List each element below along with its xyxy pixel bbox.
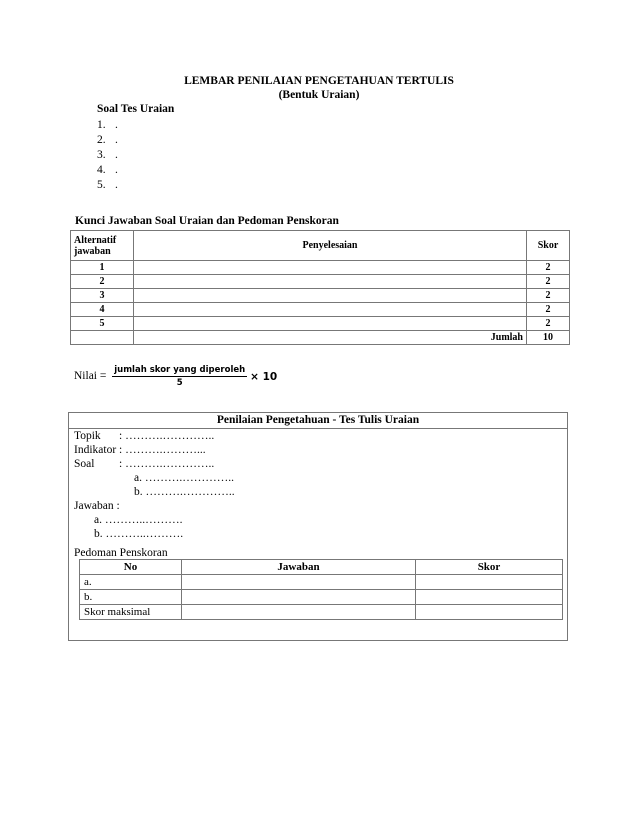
list-item: 3. . bbox=[97, 149, 118, 161]
col-penyelesaian: Penyelesaian bbox=[134, 231, 527, 261]
table-row: b. bbox=[80, 590, 563, 605]
jawaban-option-a: a. ………..………. bbox=[94, 514, 183, 526]
soal-option-b: b. ……….………….. bbox=[134, 486, 235, 498]
table-row: 4 2 bbox=[71, 303, 570, 317]
question-list bbox=[97, 118, 118, 193]
score-formula bbox=[112, 365, 277, 388]
page-title: LEMBAR PENILAIAN PENGETAHUAN TERTULIS bbox=[184, 75, 454, 87]
table-row: 1 2 bbox=[71, 261, 570, 275]
soal-option-a: a. ……….………….. bbox=[134, 472, 234, 484]
table-header-row bbox=[71, 231, 570, 261]
table-row: Skor maksimal bbox=[80, 605, 563, 620]
pedoman-table bbox=[79, 559, 563, 620]
col-no: No bbox=[80, 560, 182, 575]
kunci-table bbox=[70, 230, 570, 345]
topik-row: Topik : ……….………….. bbox=[74, 430, 215, 442]
formula-multiplier: × 10 bbox=[250, 370, 278, 383]
formula-numerator: jumlah skor yang diperoleh bbox=[114, 365, 246, 375]
nilai-formula bbox=[74, 365, 277, 388]
jumlah-row bbox=[71, 331, 570, 345]
jumlah-value: 10 bbox=[527, 331, 570, 345]
table-row: a. bbox=[80, 575, 563, 590]
table-row: 5 2 bbox=[71, 317, 570, 331]
soal-row: Soal : ……….………….. bbox=[74, 458, 215, 470]
pedoman-heading: Pedoman Penskoran bbox=[74, 547, 168, 559]
formula-denominator: 5 bbox=[176, 378, 183, 388]
kunci-heading: Kunci Jawaban Soal Uraian dan Pedoman Penskoran bbox=[75, 215, 339, 227]
jumlah-label: Jumlah bbox=[134, 331, 527, 345]
list-item: 1. . bbox=[97, 119, 118, 131]
list-item: 4. . bbox=[97, 164, 118, 176]
list-item: 2. . bbox=[97, 134, 118, 146]
page-subtitle: (Bentuk Uraian) bbox=[278, 89, 360, 101]
col-skor: Skor bbox=[416, 560, 563, 575]
nilai-label: Nilai = bbox=[74, 370, 107, 383]
penilaian-heading: Penilaian Pengetahuan - Tes Tulis Uraian bbox=[69, 413, 567, 429]
col-jawaban: Jawaban bbox=[182, 560, 416, 575]
soal-heading: Soal Tes Uraian bbox=[97, 103, 175, 115]
table-row: 2 2 bbox=[71, 275, 570, 289]
list-item: 5. . bbox=[97, 179, 118, 191]
col-alternatif-jawaban: Alternatif jawaban bbox=[71, 231, 134, 261]
formula-fraction bbox=[112, 365, 247, 388]
table-header-row bbox=[80, 560, 563, 575]
jawaban-option-b: b. ………..………. bbox=[94, 528, 184, 540]
col-skor: Skor bbox=[527, 231, 570, 261]
penilaian-box bbox=[68, 412, 568, 641]
indikator-row: Indikator : ……….………... bbox=[74, 444, 206, 456]
table-row: 3 2 bbox=[71, 289, 570, 303]
jawaban-label: Jawaban : bbox=[74, 500, 120, 512]
